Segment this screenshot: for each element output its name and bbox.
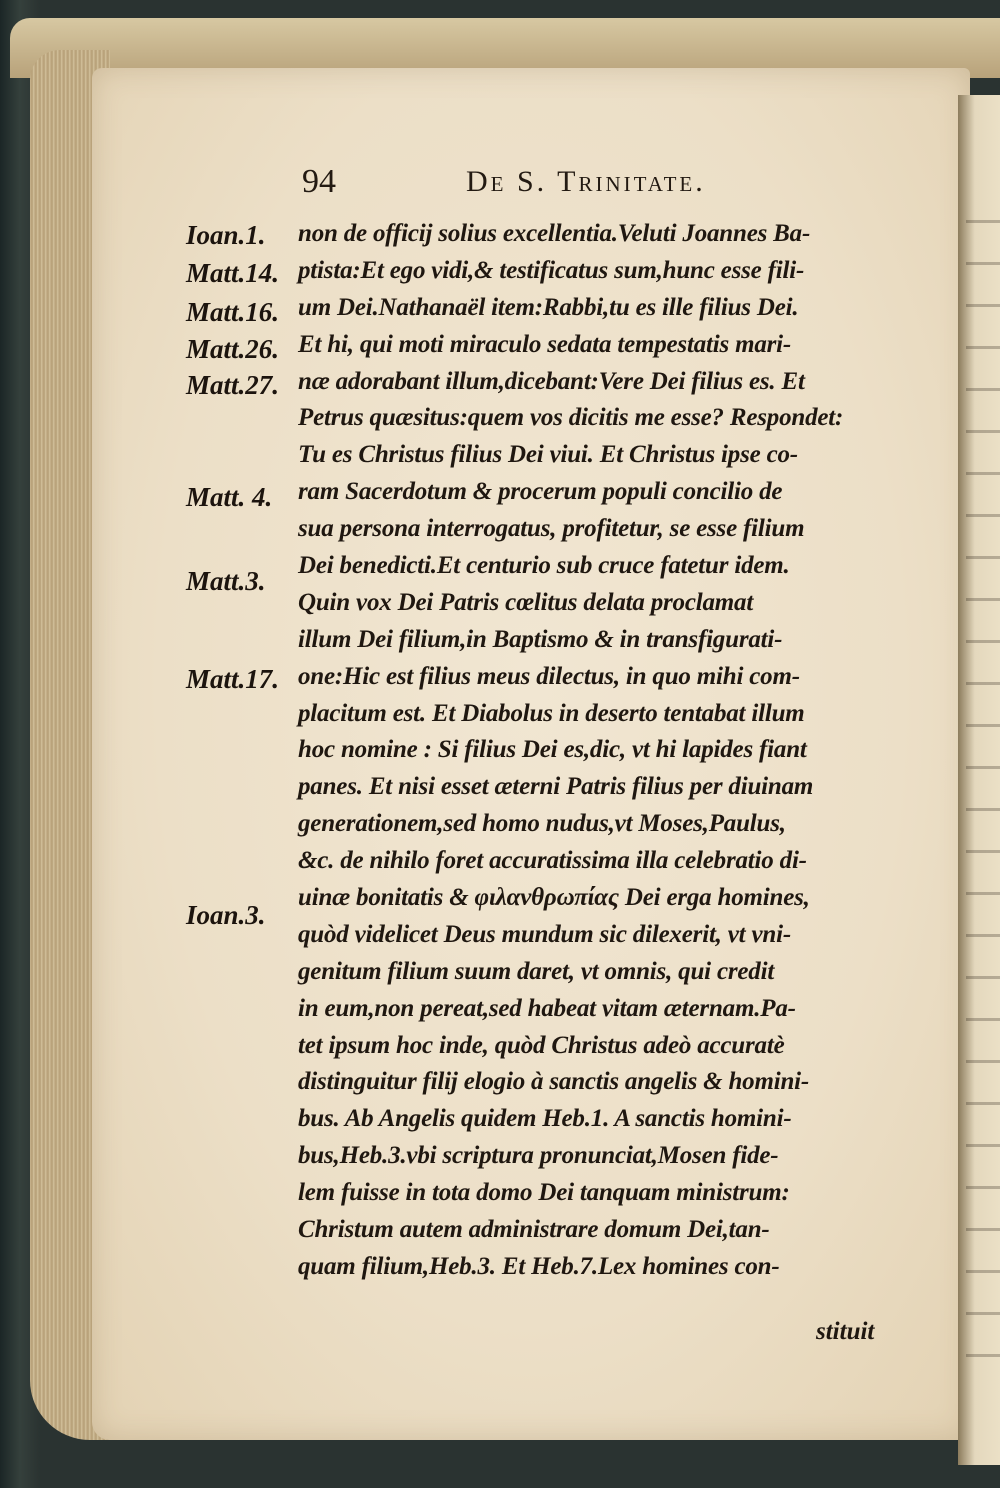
text-line: panes. Et nisi esset æterni Patris filius per diuinam [298,773,814,801]
text-line: Petrus quæsitus:quem vos dicitis me esse? Respondet: [298,404,844,432]
text-line: bus. Ab Angelis quidem Heb.1. A sanctis homini- [298,1105,792,1133]
body-text [298,216,908,1286]
page-title: De S. Trinitate. [466,165,706,198]
margin-reference: Ioan.1. [186,220,266,250]
margin-reference: Matt.26. [186,334,280,364]
text-line: ptista:Et ego vidi,& testificatus sum,hunc esse fili- [298,256,805,284]
margin-reference: Matt. 4. [186,482,273,512]
margin-reference: Matt.14. [186,258,280,288]
running-head [300,163,820,209]
margin-reference: Matt.3. [186,566,266,596]
text-line: generationem,sed homo nudus,vt Moses,Paulus, [298,810,786,838]
text-line: Quin vox Dei Patris cœlitus delata proclamat [298,588,754,616]
text-line: placitum est. Et Diabolus in deserto tentabat illum [298,699,805,727]
text-line: distinguitur filij elogio à sanctis angelis & homini- [298,1068,810,1096]
text-line: in eum,non pereat,sed habeat vitam æternam.Pa- [298,994,796,1022]
text-line: ram Sacerdotum & procerum populi concilio de [298,478,783,506]
text-line: quam filium,Heb.3. Et Heb.7.Lex homines con- [298,1252,780,1280]
text-line: sua persona interrogatus, profitetur, se esse filium [298,515,805,543]
text-line: bus,Heb.3.vbi scriptura pronunciat,Mosen fide- [298,1142,779,1170]
text-line: næ adorabant illum,dicebant:Vere Dei filius es. Et [298,367,805,395]
margin-reference: Matt.16. [186,297,280,327]
text-line: um Dei.Nathanaël item:Rabbi,tu es ille filius Dei. [298,293,799,321]
facing-page-text-bleed [966,190,1000,1390]
text-line: genitum filium suum daret, vt omnis, qui credit [298,957,775,985]
text-line: Dei benedicti.Et centurio sub cruce fatetur idem. [298,552,790,580]
text-line: illum Dei filium,in Baptismo & in transfigurati- [298,625,783,653]
text-line: tet ipsum hoc inde, quòd Christus adeò accuratè [298,1031,785,1059]
text-line: Tu es Christus filius Dei viui. Et Christus ipse co- [298,441,798,469]
text-line: quòd videlicet Deus mundum sic dilexerit, vt vni- [298,920,791,948]
text-line: &c. de nihilo foret accuratissima illa celebratio di- [298,847,807,875]
text-line: non de officij solius excellentia.Veluti Joannes Ba- [298,220,811,247]
margin-reference: Matt.17. [186,664,280,694]
text-line: Christum autem administrare domum Dei,tan- [298,1216,770,1244]
text-line: Et hi, qui moti miraculo sedata tempestatis mari- [298,330,792,358]
margin-reference: Matt.27. [186,370,280,400]
text-line: one:Hic est filius meus dilectus, in quo mihi com- [298,662,800,690]
text-line: uinæ bonitatis & φιλανθρωπίας Dei erga homines, [298,884,810,912]
page-number: 94 [302,163,336,200]
text-line: lem fuisse in tota domo Dei tanquam ministrum: [298,1179,790,1207]
margin-reference: Ioan.3. [186,900,266,930]
text-line: hoc nomine : Si filius Dei es,dic, vt hi lapides fiant [298,736,807,764]
catchword: stituit [816,1318,875,1345]
